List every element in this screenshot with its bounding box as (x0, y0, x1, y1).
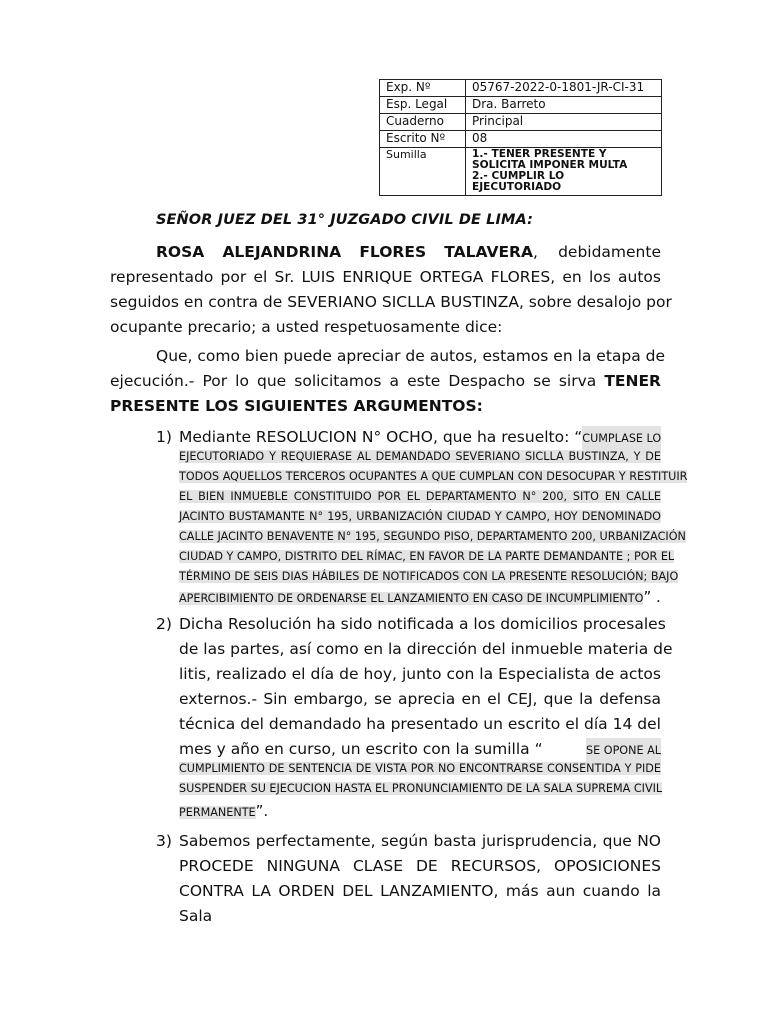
quote-text: APERCIBIMIENTO DE ORDENARSE EL LANZAMIENTO EN CASO DE INCUMPLIMIENTO (179, 592, 644, 605)
name-word: ROSA (156, 243, 205, 261)
request-text: ejecución.- Por lo que solicitamos a este Despacho se sirva (110, 372, 605, 390)
quote-text: JACINTO BUSTAMANTE N° 195, URBANIZACIÓN CIUDAD Y CAMPO, HOY DENOMINADO (179, 510, 661, 523)
sumilla-line: 1.- TENER PRESENTE Y (472, 148, 607, 160)
name-word: FLORES (359, 243, 427, 261)
esp-legal-label: Esp. Legal (380, 97, 466, 114)
item-number: 1) (156, 428, 172, 446)
item-line: técnica del demandado ha presentado un escrito el día 14 del (179, 715, 661, 733)
quote-line (179, 799, 661, 823)
item-text (179, 425, 688, 607)
quote-line (179, 547, 675, 567)
item-line: externos.- Sin embargo, se aprecia en el CEJ, que la defensa (179, 690, 661, 708)
request-line: Que, como bien puede apreciar de autos, estamos en la etapa de (156, 347, 666, 365)
quote-line (179, 507, 661, 527)
item-text (179, 612, 673, 823)
quote-line (179, 447, 661, 467)
intro-line: seguidos en contra de SEVERIANO SICLLA BUSTINZA, sobre desalojo por (110, 293, 672, 311)
addressee-heading: SEÑOR JUEZ DEL 31° JUZGADO CIVIL DE LIMA: (156, 212, 533, 228)
name-word: ALEJANDRINA (222, 243, 342, 261)
case-reference-table (379, 79, 662, 196)
quote-text: CALLE JACINTO BENAVENTE N° 195, SEGUNDO PISO, DEPARTAMENTO 200, URBANIZACIÓN (179, 530, 686, 543)
quote-text: CUMPLIMIENTO DE SENTENCIA DE VISTA POR NO ENCONTRARSE CONSENTIDA Y PIDE (179, 762, 661, 775)
sumilla-line: SOLICITA IMPONER MULTA (472, 159, 628, 171)
table-row (380, 148, 662, 196)
item-lead: Mediante RESOLUCION N° OCHO, que ha resuelto: “ (179, 428, 583, 446)
intro-line (110, 240, 661, 265)
item-line: PROCEDE NINGUNA CLASE DE RECURSOS, OPOSICIONES (179, 857, 661, 875)
request-line (110, 369, 661, 394)
plaintiff-name (156, 240, 533, 265)
request-bold: TENER (604, 372, 661, 390)
sumilla-value (466, 148, 662, 196)
quote-line (179, 779, 661, 799)
cuaderno-value: Principal (466, 114, 662, 131)
item-text (179, 829, 661, 929)
item-line: Dicha Resolución ha sido notificada a los domicilios procesales (179, 615, 666, 633)
intro-line-tail (533, 240, 661, 265)
quote-text: EL BIEN INMUEBLE CONSTITUIDO POR EL DEPARTAMENTO N° 200, SITO EN CALLE (179, 490, 661, 503)
quote-line (179, 759, 661, 779)
request-paragraph (110, 344, 666, 419)
quote-line (179, 587, 661, 607)
comma: , (533, 243, 538, 261)
sumilla-label: Sumilla (380, 148, 466, 196)
quote-line (179, 467, 688, 487)
quote-text: SUSPENDER SU EJECUCION HASTA EL PRONUNCIAMIENTO DE LA SALA SUPREMA CIVIL (179, 782, 663, 795)
exp-number: 05767-2022-0-1801-JR-CI-31 (466, 80, 662, 97)
item-number: 2) (156, 615, 172, 633)
quote-text: CIUDAD Y CAMPO, DISTRITO DEL RÍMAC, EN FAVOR DE LA PARTE DEMANDANTE ; POR EL (179, 550, 675, 563)
quote-close: ” . (643, 588, 661, 606)
quote-text: PERMANENTE (179, 806, 256, 819)
request-bold: PRESENTE LOS SIGUIENTES ARGUMENTOS: (110, 397, 483, 415)
quote-text: TÉRMINO DE SEIS DIAS HÁBILES DE NOTIFICADOS CON LA PRESENTE RESOLUCIÓN; BAJO (179, 570, 679, 583)
quote-line (179, 527, 686, 547)
quote-text: CUMPLASE LO (582, 426, 661, 451)
exp-label: Exp. Nº (380, 80, 466, 97)
quote-text: SE OPONE AL (586, 738, 661, 763)
item-lead: mes y año en curso, un escrito con la sumilla “ (179, 740, 543, 758)
item-line: Sabemos perfectamente, según basta jurisprudencia, que NO (179, 832, 661, 850)
table-row (380, 80, 662, 97)
request-line (110, 394, 661, 419)
item-line: Sala (179, 907, 213, 925)
intro-paragraph (110, 240, 672, 340)
quote-text: EJECUTORIADO Y REQUIERASE AL DEMANDADO SEVERIANO SICLLA BUSTINZA, Y DE (179, 450, 661, 463)
quote-line (179, 487, 661, 507)
item-line: litis, realizado el día de hoy, junto con la Especialista de actos (179, 665, 661, 683)
quote-line (179, 567, 679, 587)
table-row (380, 114, 662, 131)
intro-line: ocupante precario; a usted respetuosamente dice: (110, 318, 503, 336)
intro-line: representado por el Sr. LUIS ENRIQUE ORTEGA FLORES, en los autos (110, 268, 661, 286)
esp-legal-value: Dra. Barreto (466, 97, 662, 114)
escrito-label: Escrito Nº (380, 131, 466, 148)
item-line: CONTRA LA ORDEN DEL LANZAMIENTO, más aun cuando la (179, 882, 661, 900)
cuaderno-label: Cuaderno (380, 114, 466, 131)
item-line: de las partes, así como en la dirección del inmueble materia de (179, 640, 673, 658)
sumilla-line: 2.- CUMPLIR LO EJECUTORIADO (472, 170, 565, 193)
table-row (380, 97, 662, 114)
table-row (380, 131, 662, 148)
escrito-value: 08 (466, 131, 662, 148)
name-word: TALAVERA (444, 243, 533, 261)
intro-word: debidamente (558, 243, 661, 261)
quote-close: ”. (255, 802, 269, 820)
quote-text: TODOS AQUELLOS TERCEROS OCUPANTES A QUE CUMPLAN CON DESOCUPAR Y RESTITUIR (179, 470, 688, 483)
item-number: 3) (156, 832, 172, 850)
